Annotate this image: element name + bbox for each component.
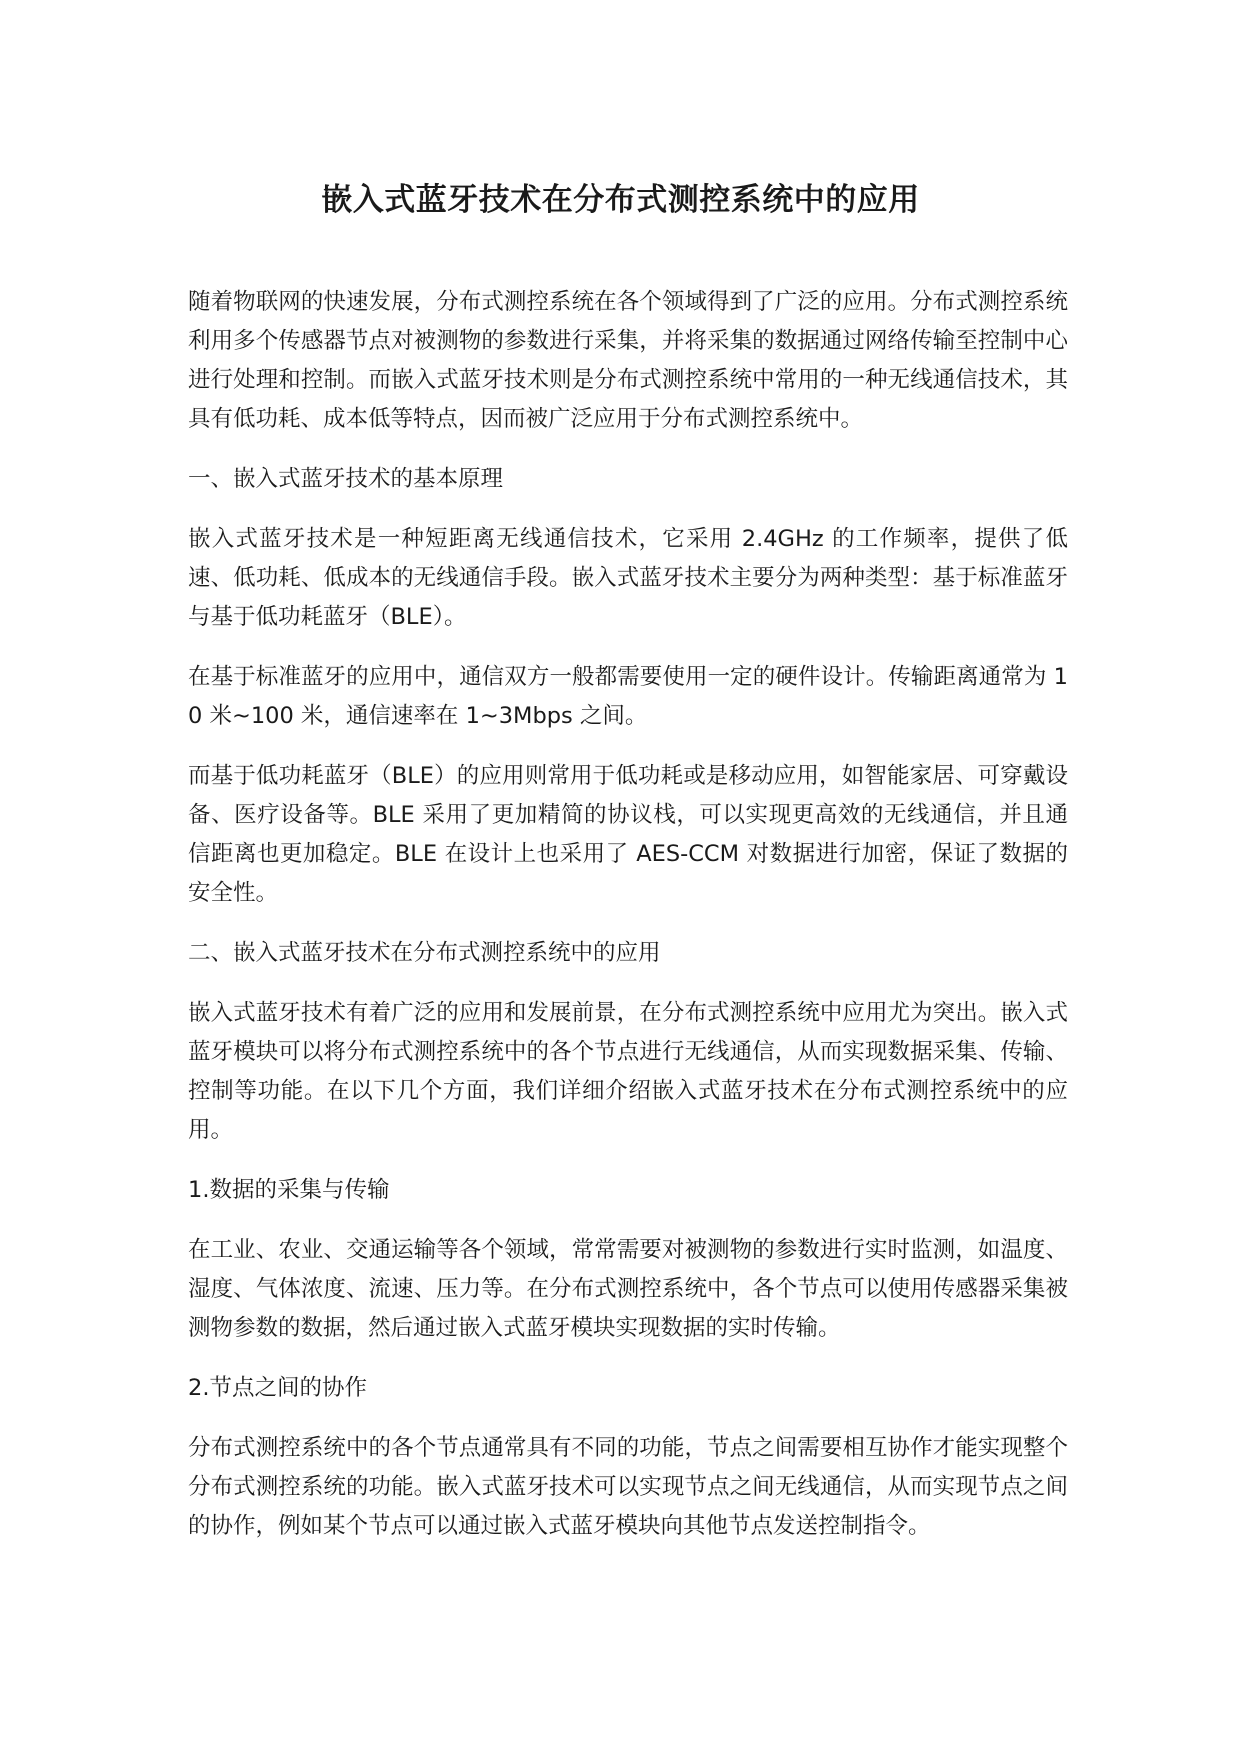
subheading-data-collection: 1.数据的采集与传输	[188, 1177, 390, 1203]
node-cooperation-paragraph: 分布式测控系统中的各个节点通常具有不同的功能，节点之间需要相互协作才能实现整个分布式测控系统的功能。嵌入式蓝牙技术可以实现节点之间无线通信，从而实现节点之间的协作，例如某个节点可以通过嵌入式蓝牙模块向其他节点发送控制指令。	[188, 1435, 1068, 1539]
subheading-node-cooperation: 2.节点之间的协作	[188, 1375, 367, 1401]
document-body	[188, 283, 1068, 1567]
document-title: 嵌入式蓝牙技术在分布式测控系统中的应用	[321, 182, 920, 218]
data-collection-paragraph: 在工业、农业、交通运输等各个领域，常常需要对被测物的参数进行实时监测，如温度、湿度、气体浓度、流速、压力等。在分布式测控系统中，各个节点可以使用传感器采集被测物参数的数据，然后通过嵌入式蓝牙模块实现数据的实时传输。	[188, 1237, 1068, 1341]
section-heading-principle: 一、嵌入式蓝牙技术的基本原理	[188, 466, 504, 492]
principle-paragraph: 嵌入式蓝牙技术是一种短距离无线通信技术，它采用 2.4GHz 的工作频率，提供了低速、低功耗、低成本的无线通信手段。嵌入式蓝牙技术主要分为两种类型：基于标准蓝牙与基于低功耗蓝牙（BLE）。	[188, 526, 1068, 630]
ble-paragraph: 而基于低功耗蓝牙（BLE）的应用则常用于低功耗或是移动应用，如智能家居、可穿戴设备、医疗设备等。BLE 采用了更加精简的协议栈，可以实现更高效的无线通信，并且通信距离也更加稳定。BLE 在设计上也采用了 AES-CCM 对数据进行加密，保证了数据的安全性。	[188, 763, 1068, 906]
standard-bluetooth-paragraph: 在基于标准蓝牙的应用中，通信双方一般都需要使用一定的硬件设计。传输距离通常为 10 米~100 米，通信速率在 1~3Mbps 之间。	[188, 664, 1068, 729]
section-heading-application: 二、嵌入式蓝牙技术在分布式测控系统中的应用	[188, 940, 661, 966]
application-paragraph: 嵌入式蓝牙技术有着广泛的应用和发展前景，在分布式测控系统中应用尤为突出。嵌入式蓝牙模块可以将分布式测控系统中的各个节点进行无线通信，从而实现数据采集、传输、控制等功能。在以下几个方面，我们详细介绍嵌入式蓝牙技术在分布式测控系统中的应用。	[188, 1000, 1068, 1143]
intro-paragraph: 随着物联网的快速发展，分布式测控系统在各个领域得到了广泛的应用。分布式测控系统利用多个传感器节点对被测物的参数进行采集，并将采集的数据通过网络传输至控制中心进行处理和控制。而嵌入式蓝牙技术则是分布式测控系统中常用的一种无线通信技术，其具有低功耗、成本低等特点，因而被广泛应用于分布式测控系统中。	[188, 289, 1068, 432]
